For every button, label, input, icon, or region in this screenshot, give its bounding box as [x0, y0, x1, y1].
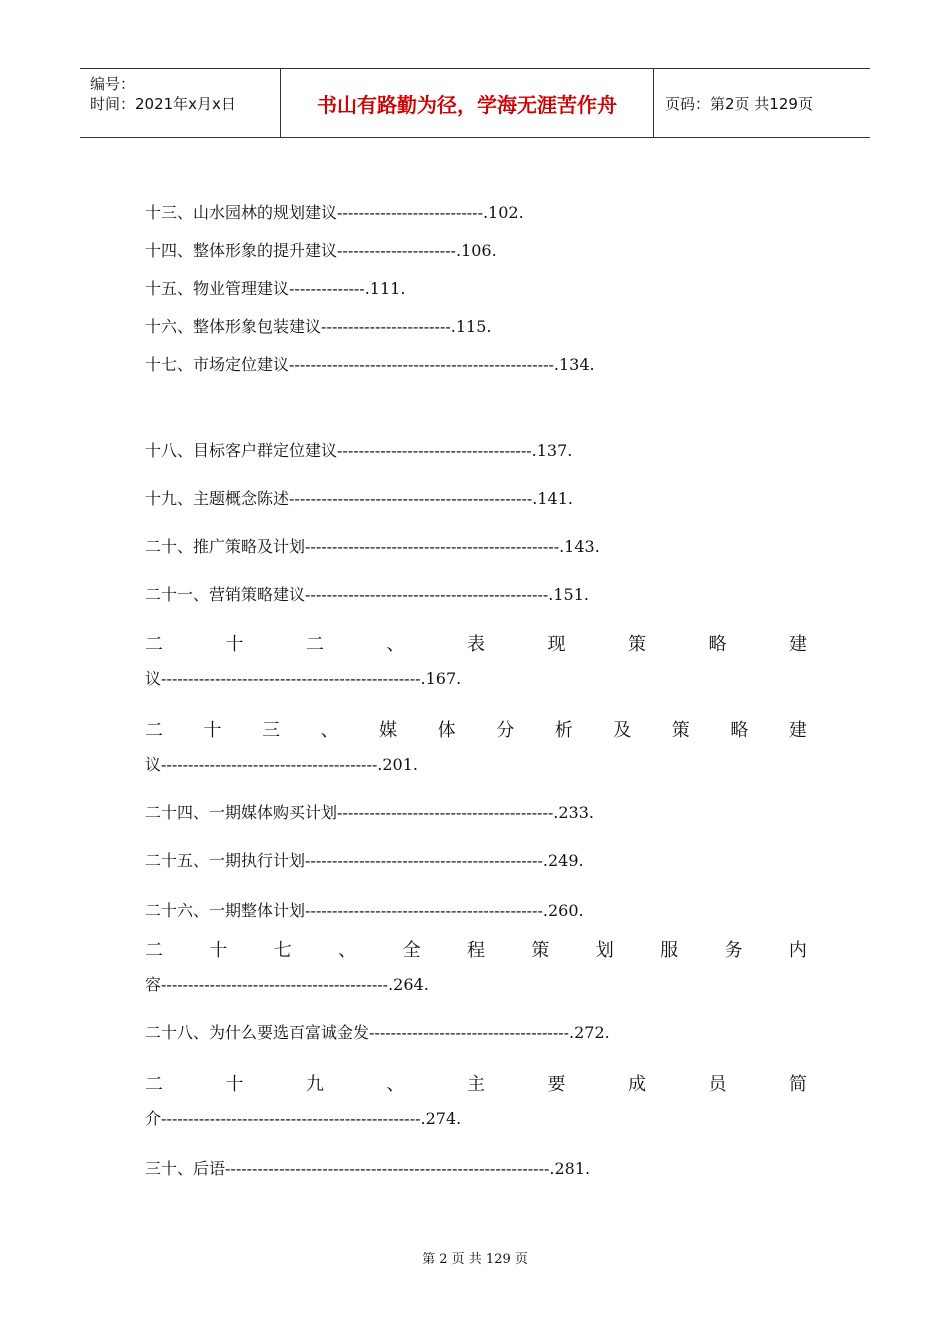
toc-entry[interactable]: 二十四、一期媒体购买计划----------------------------------------.233.	[145, 803, 594, 822]
toc-char: 员	[708, 1074, 727, 1095]
toc-char: 服	[660, 940, 679, 961]
header-motto: 书山有路勤为径，学海无涯苦作舟	[281, 69, 654, 137]
toc-char: 析	[554, 720, 573, 741]
toc-entry[interactable]: 二十、推广策略及计划-----------------------------------------------.143.	[145, 537, 600, 556]
toc-char: 策	[671, 720, 690, 741]
toc-entry[interactable]: 十五、物业管理建议--------------.111.	[145, 279, 406, 298]
toc-char: 九	[306, 1074, 324, 1095]
toc-entry[interactable]: 十七、市场定位建议-------------------------------------------------.134.	[145, 355, 595, 374]
toc-char: 策	[628, 634, 646, 655]
toc-char: 二	[145, 634, 163, 655]
toc-char: 媒	[379, 720, 398, 741]
toc-char: 、	[338, 940, 357, 961]
time-label: 时间：2021年x月x日	[90, 95, 236, 113]
toc-char: 体	[437, 720, 456, 741]
toc-char: 分	[496, 720, 515, 741]
toc-char: 二	[145, 720, 163, 741]
toc-char: 简	[789, 1074, 807, 1095]
toc-char: 、	[320, 720, 339, 741]
header-meta-cell	[80, 69, 281, 137]
toc-char: 划	[595, 940, 614, 961]
toc-entry[interactable]: 三十、后语------------------------------------------------------------.281.	[145, 1159, 591, 1178]
toc-entry[interactable]: 二十六、一期整体计划--------------------------------------------.260.	[145, 901, 584, 920]
toc-char: 七	[273, 940, 292, 961]
toc-char: 十	[209, 940, 228, 961]
toc-char: 二	[145, 1074, 163, 1095]
toc-char: 十	[225, 1074, 244, 1095]
toc-char: 表	[467, 634, 485, 655]
toc-char: 成	[628, 1074, 646, 1095]
toc-char: 、	[386, 1074, 405, 1095]
toc-char: 建	[788, 720, 807, 741]
toc-char: 现	[547, 634, 566, 655]
toc-entry[interactable]: 介------------------------------------------------.274.	[145, 1109, 462, 1128]
page-header	[80, 68, 870, 138]
header-page-info: 页码：第2页 共129页	[665, 94, 813, 113]
toc-char: 二	[306, 634, 324, 655]
toc-char: 要	[547, 1074, 566, 1095]
toc-char: 略	[730, 720, 749, 741]
toc-entry[interactable]: 二十一、营销策略建议---------------------------------------------.151.	[145, 585, 589, 604]
toc-char: 二	[145, 940, 163, 961]
number-label: 编号：	[90, 75, 136, 93]
toc-char: 十	[225, 634, 244, 655]
toc-entry[interactable]: 十八、目标客户群定位建议------------------------------------.137.	[145, 441, 573, 460]
toc-entry-spread	[145, 630, 807, 656]
toc-char: 内	[788, 940, 807, 961]
toc-char: 十	[203, 720, 222, 741]
toc-char: 策	[531, 940, 550, 961]
toc-entry[interactable]: 议------------------------------------------------.167.	[145, 669, 462, 688]
toc-entry-spread	[145, 936, 807, 962]
toc-entry[interactable]: 议----------------------------------------.201.	[145, 755, 418, 774]
toc-char: 务	[724, 940, 743, 961]
toc-char: 全	[402, 940, 421, 961]
toc-entry[interactable]: 十六、整体形象包装建议------------------------.115.	[145, 317, 492, 336]
toc-char: 、	[386, 634, 405, 655]
toc-entry[interactable]: 二十八、为什么要选百富诚金发-------------------------------------.272.	[145, 1023, 610, 1042]
toc-char: 三	[262, 720, 281, 741]
toc-char: 程	[466, 940, 485, 961]
toc-char: 及	[613, 720, 632, 741]
toc-char: 略	[708, 634, 727, 655]
page-footer: 第 2 页 共 129 页	[422, 1252, 528, 1267]
toc-entry[interactable]: 十三、山水园林的规划建议---------------------------.102.	[145, 203, 524, 222]
toc-entry[interactable]: 十四、整体形象的提升建议----------------------.106.	[145, 241, 497, 260]
toc-entry[interactable]: 二十五、一期执行计划--------------------------------------------.249.	[145, 851, 584, 870]
toc-char: 主	[467, 1074, 485, 1095]
toc-entry-spread	[145, 716, 807, 742]
toc-entry[interactable]: 容------------------------------------------.264.	[145, 975, 429, 994]
toc-char: 建	[789, 634, 807, 655]
toc-entry-spread	[145, 1070, 807, 1096]
toc-entry[interactable]: 十九、主题概念陈述---------------------------------------------.141.	[145, 489, 573, 508]
